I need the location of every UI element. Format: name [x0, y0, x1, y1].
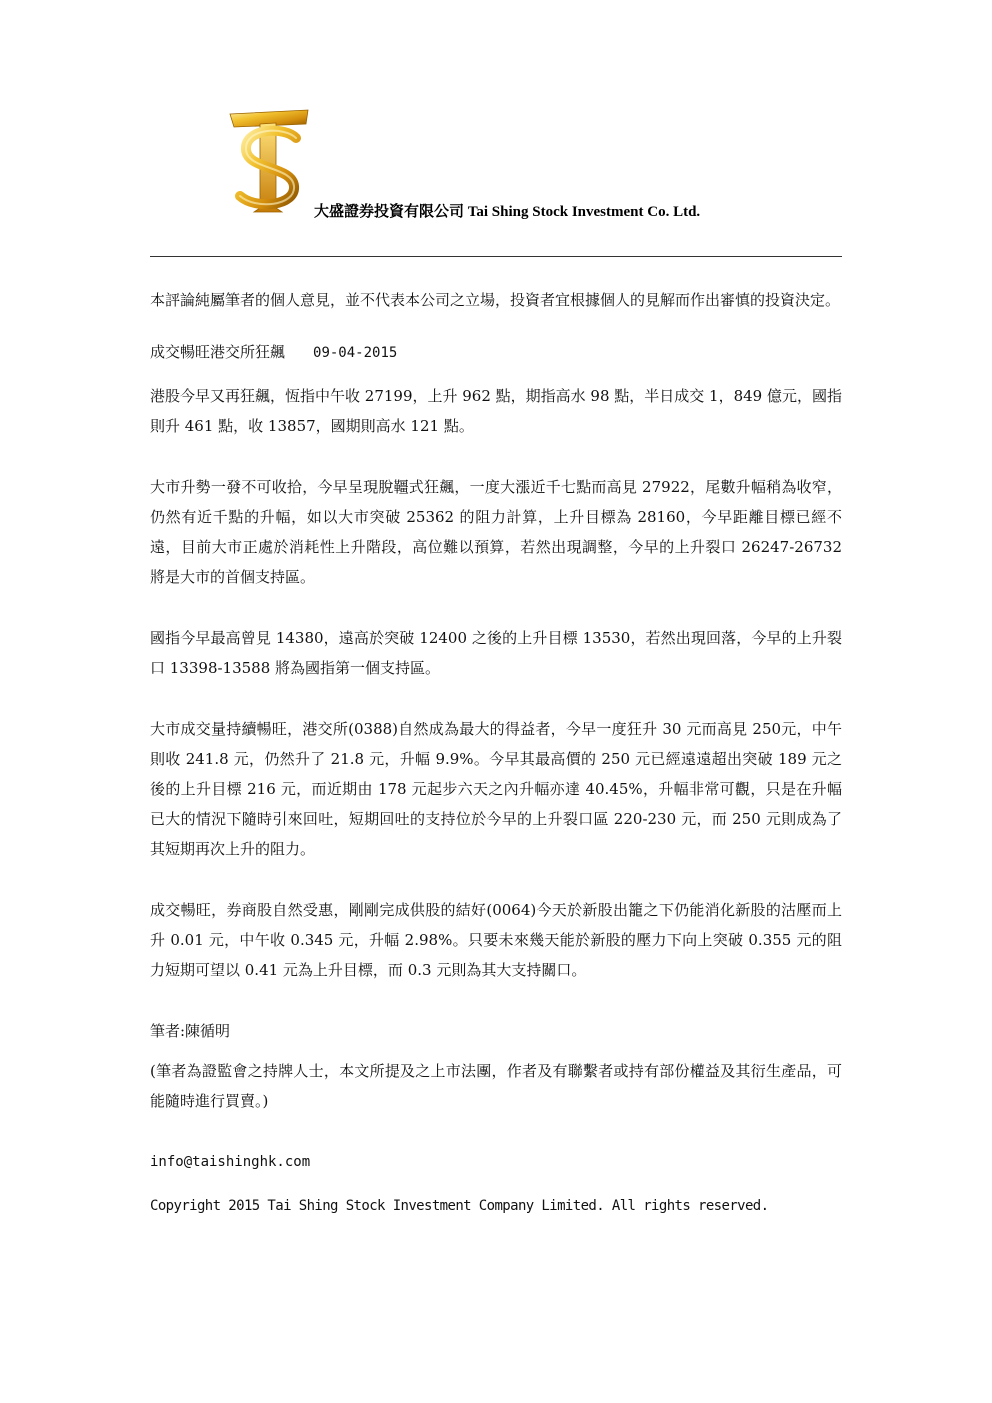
- copyright-notice: Copyright 2015 Tai Shing Stock Investment Company Limited. All rights reserved.: [150, 1198, 769, 1214]
- article-paragraph: 大市成交量持續暢旺，港交所(0388)自然成為最大的得益者，今早一度狂升 30 元而高見 250元，中午則收 241.8 元，仍然升了 21.8 元，升幅 9.9%。今早其最高價的 250 元已經遠遠超出突破 189 元之後的上升目標 216 元，而近期由 178 元起步六天之內升幅亦達 40.45%，升幅非常可觀，只是在升幅已大的情況下隨時引來回吐，短期回吐的支持位於今早的上升裂口區 220-230 元，而 250 元則成為了其短期再次上升的阻力。: [150, 720, 842, 858]
- article-paragraph: 港股今早又再狂飆，恆指中午收 27199，上升 962 點，期指高水 98 點，半日成交 1，849 億元，國指則升 461 點，收 13857，國期則高水 121 點。: [150, 387, 842, 435]
- article-date: 09-04-2015: [313, 345, 398, 361]
- company-name: 大盛證券投資有限公司 Tai Shing Stock Investment Co. Ltd.: [314, 204, 701, 220]
- header-divider: [150, 256, 842, 257]
- article-paragraph: 成交暢旺，券商股自然受惠，剛剛完成供股的結好(0064)今天於新股出籠之下仍能消化新股的沽壓而上升 0.01 元，中午收 0.345 元，升幅 2.98%。只要未來幾天能於新股的壓力下向上突破 0.355 元的阻力短期可望以 0.41 元為上升目標，而 0.3 元則為其大支持關口。: [150, 901, 842, 979]
- article-paragraph: 國指今早最高曾見 14380，遠高於突破 12400 之後的上升目標 13530，若然出現回落，今早的上升裂口 13398-13588 將為國指第一個支持區。: [150, 629, 842, 677]
- disclaimer-text: 本評論純屬筆者的個人意見，並不代表本公司之立場，投資者宜根據個人的見解而作出審慎的投資決定。: [150, 291, 841, 309]
- company-logo: [226, 108, 314, 220]
- article-title: 成交暢旺港交所狂飆: [150, 343, 286, 361]
- ts-gold-logo-icon: [226, 108, 314, 220]
- article-content: [150, 285, 842, 1221]
- article-title-line: [150, 337, 842, 368]
- article-paragraph: 大市升勢一發不可收拾，今早呈現脫韁式狂飆，一度大漲近千七點而高見 27922，尾數升幅稍為收窄，仍然有近千點的升幅，如以大市突破 25362 的阻力計算，上升目標為 28160，今早距離目標已經不遠，目前大市正處於消耗性上升階段，高位難以預算，若然出現調整，今早的上升裂口 26247-26732 將是大市的首個支持區。: [150, 478, 842, 586]
- author-line: 筆者:陳循明: [150, 1022, 231, 1040]
- contact-email[interactable]: info@taishinghk.com: [150, 1154, 311, 1170]
- author-note: (筆者為證監會之持牌人士，本文所提及之上市法團，作者及有聯繫者或持有部份權益及其衍生產品，可能隨時進行買賣。): [150, 1062, 842, 1110]
